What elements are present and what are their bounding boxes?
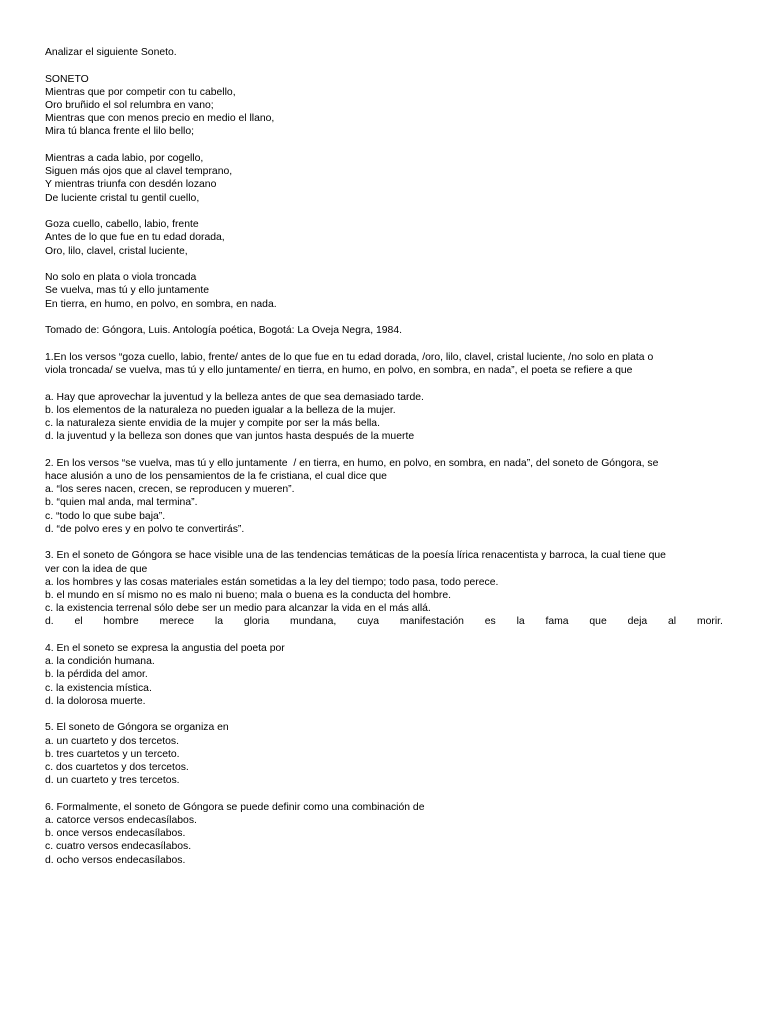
sonnet-verse: Mientras a cada labio, por cogello, <box>45 153 204 164</box>
answer-option: c. “todo lo que sube baja”. <box>45 510 166 522</box>
answer-option: a. la condición humana. <box>45 656 155 668</box>
answer-option: b. los elementos de la naturaleza no pueden igualar a la belleza de la mujer. <box>45 404 396 416</box>
answer-option: d. la juventud y la belleza son dones que van juntos hasta después de la muerte <box>45 431 415 443</box>
question-block <box>45 801 723 867</box>
sonnet-verse: Mientras que con menos precio en medio el llano, <box>45 113 275 125</box>
sonnet-title: SONETO <box>45 73 89 85</box>
answer-option: b. “quien mal anda, mal termina”. <box>45 497 198 509</box>
answer-word: la <box>516 616 525 628</box>
question-stem: 1.En los versos “goza cuello, labio, frente/ antes de lo que fue en tu edad dorada, /oro, lilo, clavel, cristal luciente, /no solo en plata o <box>45 351 654 363</box>
sonnet-verse: Goza cuello, cabello, labio, frente <box>45 219 199 231</box>
question-stem: 6. Formalmente, el soneto de Góngora se puede definir como una combinación de <box>45 801 425 813</box>
answer-option: a. un cuarteto y dos tercetos. <box>45 735 179 747</box>
question-stem: ver con la idea de que <box>45 563 148 575</box>
answer-word: el <box>74 616 83 628</box>
answer-word: d. <box>45 616 54 628</box>
question-block <box>45 642 723 708</box>
answer-word: que <box>589 616 607 628</box>
answer-option: d. un cuarteto y tres tercetos. <box>45 775 180 787</box>
sonnet-stanza <box>45 218 723 258</box>
answer-option: a. los hombres y las cosas materiales están sometidas a la ley del tiempo; todo pasa, todo perece. <box>45 576 499 588</box>
answer-word: la <box>214 616 223 628</box>
answer-option: b. el mundo en sí mismo no es malo ni bueno; mala o buena es la conducta del hombre. <box>45 590 452 602</box>
answer-option <box>45 615 723 628</box>
sonnet-verse: No solo en plata o viola troncada <box>45 272 197 284</box>
sonnet-stanza <box>45 152 723 205</box>
answer-word: merece <box>159 616 195 628</box>
sonnet <box>45 73 723 311</box>
sonnet-verse: Oro, lilo, clavel, cristal luciente, <box>45 245 188 257</box>
answer-word: es <box>484 616 496 628</box>
answer-option: c. la existencia mística. <box>45 682 152 694</box>
answer-option: a. “los seres nacen, crecen, se reproducen y mueren”. <box>45 484 295 496</box>
answer-word: morir. <box>696 616 723 628</box>
sonnet-verse: Antes de lo que fue en tu edad dorada, <box>45 232 225 244</box>
answer-word: hombre <box>103 616 139 628</box>
answer-option: c. dos cuartetos y dos tercetos. <box>45 762 189 774</box>
answer-option: d. “de polvo eres y en polvo te convertirás”. <box>45 523 245 535</box>
sonnet-stanza <box>45 86 723 139</box>
intro-line: Analizar el siguiente Soneto. <box>45 47 177 58</box>
sonnet-verse: Se vuelva, mas tú y ello juntamente <box>45 285 210 297</box>
sonnet-verse: Mira tú blanca frente el lilo bello; <box>45 126 195 138</box>
document-body <box>45 46 723 867</box>
sonnet-verse: En tierra, en humo, en polvo, en sombra, en nada. <box>45 298 277 310</box>
sonnet-verse: Y mientras triunfa con desdén lozano <box>45 179 217 191</box>
question-stem: hace alusión a uno de los pensamientos de la fe cristiana, el cual dice que <box>45 471 387 482</box>
answer-word: manifestación <box>399 616 464 628</box>
answer-option: d. la dolorosa muerte. <box>45 695 146 707</box>
question-block <box>45 721 723 787</box>
question-stem: 5. El soneto de Góngora se organiza en <box>45 722 229 734</box>
answer-option: d. ocho versos endecasílabos. <box>45 854 186 866</box>
answer-word: fama <box>545 616 569 628</box>
questions-list <box>45 351 723 867</box>
answer-word: deja <box>627 616 648 628</box>
answer-option: b. la pérdida del amor. <box>45 669 148 681</box>
question-stem: 4. En el soneto se expresa la angustia del poeta por <box>45 643 285 655</box>
sonnet-verse: De luciente cristal tu gentil cuello, <box>45 192 200 204</box>
question-block <box>45 549 723 628</box>
question-stem: 3. En el soneto de Góngora se hace visible una de las tendencias temáticas de la poesía lírica renacentista y barroca, la cual tiene que <box>45 550 666 562</box>
answer-word: cuya <box>357 616 380 628</box>
answer-option: c. la existencia terrenal sólo debe ser un medio para alcanzar la vida en el más allá. <box>45 603 431 615</box>
answer-option: b. once versos endecasílabos. <box>45 828 186 840</box>
question-stem: 2. En los versos “se vuelva, mas tú y ello juntamente / en tierra, en humo, en polvo, en sombra, en nada”, del soneto de Góngora, se <box>45 457 659 469</box>
sonnet-verse: Oro bruñido el sol relumbra en vano; <box>45 100 214 111</box>
question-block <box>45 351 723 444</box>
answer-word: al <box>668 616 677 628</box>
answer-word: mundana, <box>290 616 337 628</box>
answer-option: a. catorce versos endecasílabos. <box>45 815 197 827</box>
source-citation: Tomado de: Góngora, Luis. Antología poética, Bogotá: La Oveja Negra, 1984. <box>45 325 402 337</box>
answer-option: a. Hay que aprovechar la juventud y la belleza antes de que sea demasiado tarde. <box>45 391 424 403</box>
answer-word: gloria <box>243 616 270 628</box>
question-stem: viola troncada/ se vuelva, mas tú y ello juntamente/ en tierra, en humo, en polvo, en sombra, en nada”, el poeta se refiere a que <box>45 365 633 376</box>
answer-option: c. cuatro versos endecasílabos. <box>45 841 192 853</box>
sonnet-stanza <box>45 271 723 311</box>
sonnet-verse: Mientras que por competir con tu cabello, <box>45 86 236 98</box>
answer-option: b. tres cuartetos y un terceto. <box>45 748 180 760</box>
question-block <box>45 457 723 536</box>
sonnet-verse: Siguen más ojos que al clavel temprano, <box>45 166 233 178</box>
answer-option: c. la naturaleza siente envidia de la mujer y compite por ser la más bella. <box>45 418 380 429</box>
